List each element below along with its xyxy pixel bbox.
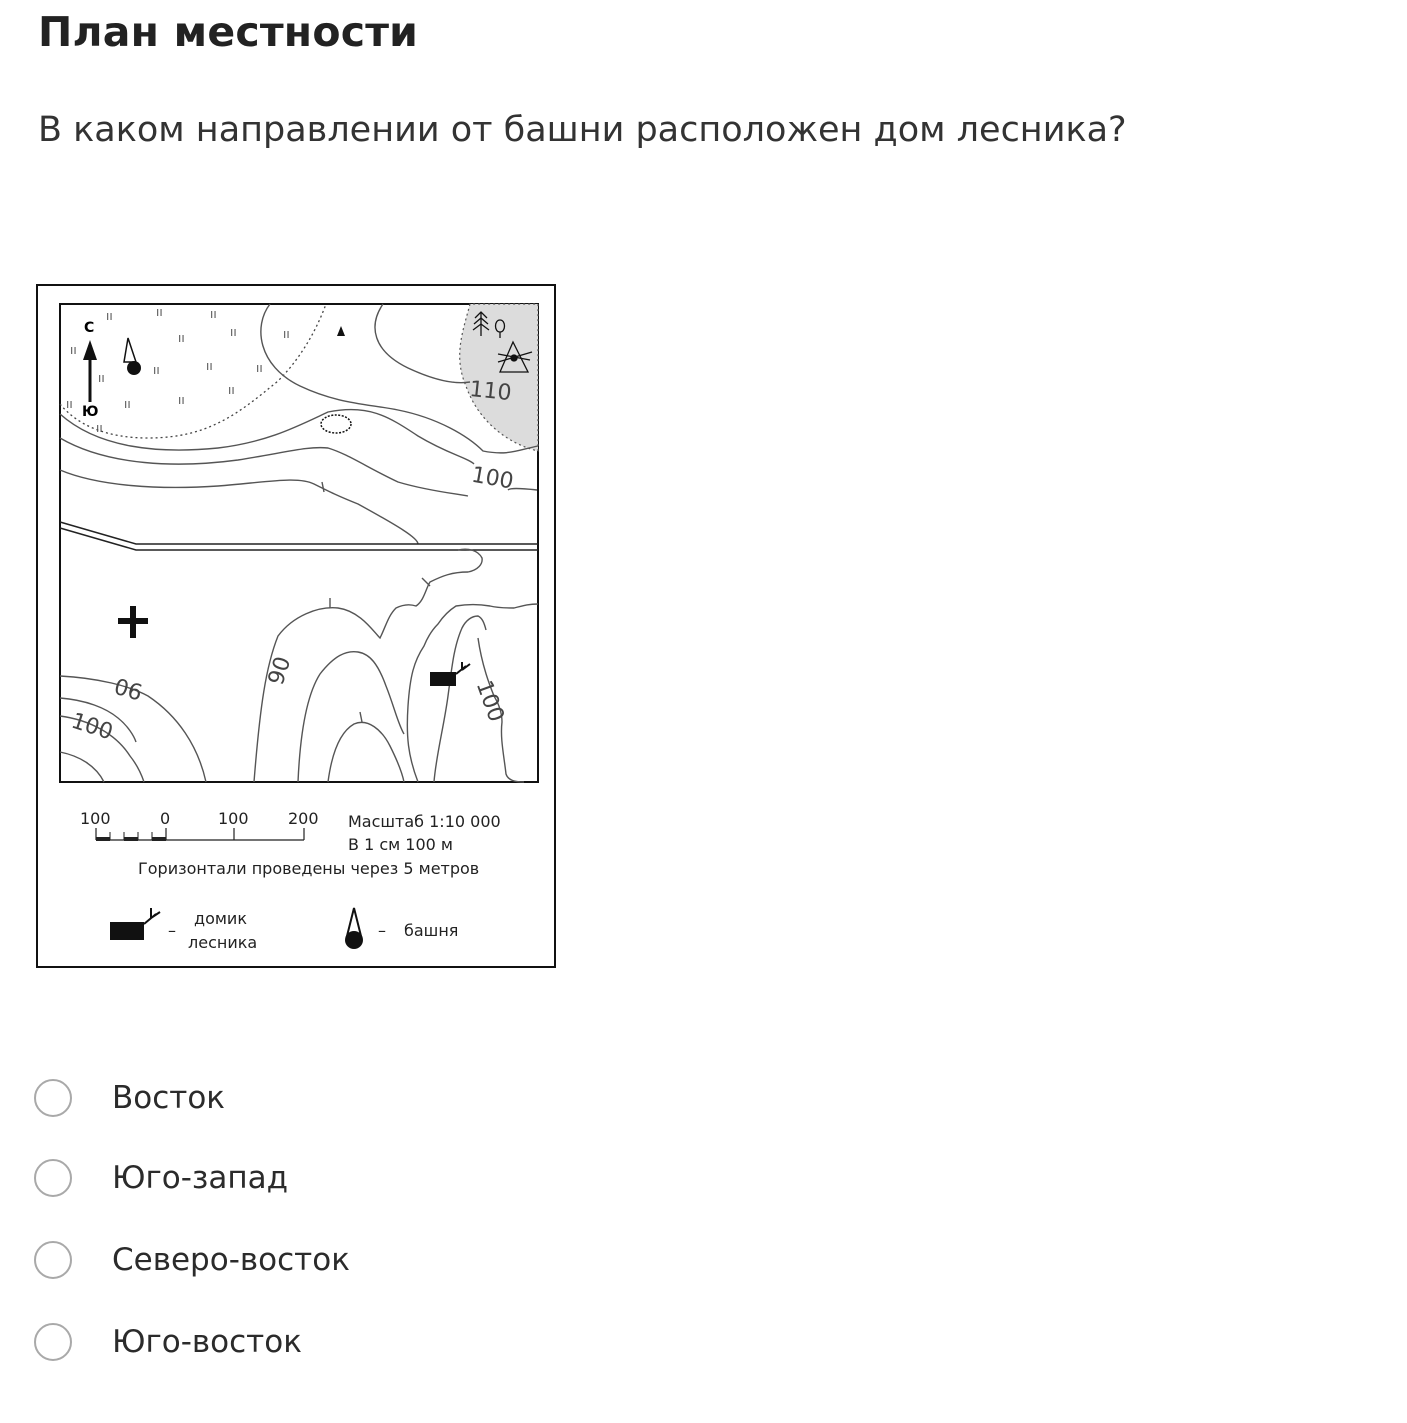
legend-tower-label: башня (404, 921, 459, 940)
svg-text:ıı: ıı (206, 359, 213, 373)
legend-house-line1: домик (194, 909, 247, 928)
svg-text:ıı: ıı (210, 307, 217, 321)
svg-text:ıı: ıı (106, 309, 113, 323)
svg-text:ıı: ıı (66, 397, 73, 411)
road (60, 522, 538, 550)
contour-label-110: 110 (468, 376, 513, 407)
svg-text:ıı: ıı (178, 393, 185, 407)
contour-label-90-left: 90 (111, 671, 146, 704)
option-label: Юго-запад (112, 1160, 289, 1196)
map-scale-info (138, 812, 501, 878)
radio-button[interactable] (34, 1159, 72, 1197)
scale-tick-100: 100 (218, 809, 249, 828)
svg-text:ıı: ıı (153, 363, 160, 377)
contour-label-100-right: 100 (470, 677, 509, 726)
scale-tick-200: 200 (288, 809, 319, 828)
svg-text:ıı: ıı (96, 421, 103, 435)
scale-tick-100-left: 100 (80, 809, 111, 828)
radio-button[interactable] (34, 1079, 72, 1117)
contour-label-90-center: 90 (263, 653, 297, 689)
meadow-grass-marks (66, 305, 290, 435)
church-icon (118, 606, 148, 638)
option-label: Юго-восток (112, 1324, 302, 1360)
svg-text:ıı: ıı (124, 397, 131, 411)
option-label: Северо-восток (112, 1242, 350, 1278)
legend (110, 908, 458, 952)
legend-house-line2: лесника (188, 933, 258, 952)
svg-text:ıı: ıı (178, 331, 185, 345)
option-northeast[interactable] (34, 1230, 634, 1290)
question-text: В каком направлении от башни расположен дом лесника? (38, 110, 1127, 150)
svg-text:ıı: ıı (156, 305, 163, 319)
svg-text:ıı: ıı (283, 327, 290, 341)
north-label: С (84, 320, 95, 336)
option-southwest[interactable] (34, 1148, 634, 1208)
page-title: План местности (38, 8, 419, 56)
svg-text:ıı: ıı (98, 371, 105, 385)
contour-label-100-left: 100 (68, 708, 116, 746)
scale-tick-0: 0 (160, 809, 171, 828)
spot-height-icon (337, 326, 345, 336)
terrain-map-drawing (38, 286, 558, 970)
contour-interval-note: Горизонтали проведены через 5 метров (138, 859, 480, 878)
svg-text:ıı: ıı (230, 325, 237, 339)
terrain-map (36, 284, 556, 968)
south-label: Ю (82, 404, 99, 420)
pit-icon (321, 415, 351, 433)
radio-button[interactable] (34, 1323, 72, 1361)
radio-button[interactable] (34, 1241, 72, 1279)
legend-dash-tower: – (378, 921, 386, 940)
forester-house-icon (430, 662, 470, 686)
option-east[interactable] (34, 1068, 634, 1128)
legend-dash-house: – (168, 921, 176, 940)
scale-unit: В 1 см 100 м (348, 835, 453, 854)
svg-text:ıı: ıı (228, 383, 235, 397)
option-southeast[interactable] (34, 1312, 634, 1372)
svg-text:ıı: ıı (256, 361, 263, 375)
north-arrow-head (83, 340, 97, 360)
contour-label-100-upper: 100 (469, 462, 516, 495)
tower-icon (124, 338, 141, 375)
scale-text: Масштаб 1:10 000 (348, 812, 501, 831)
scale-bar (80, 809, 319, 841)
legend-forester-house-icon (110, 922, 144, 940)
option-label: Восток (112, 1080, 226, 1116)
svg-text:ıı: ıı (70, 343, 77, 357)
